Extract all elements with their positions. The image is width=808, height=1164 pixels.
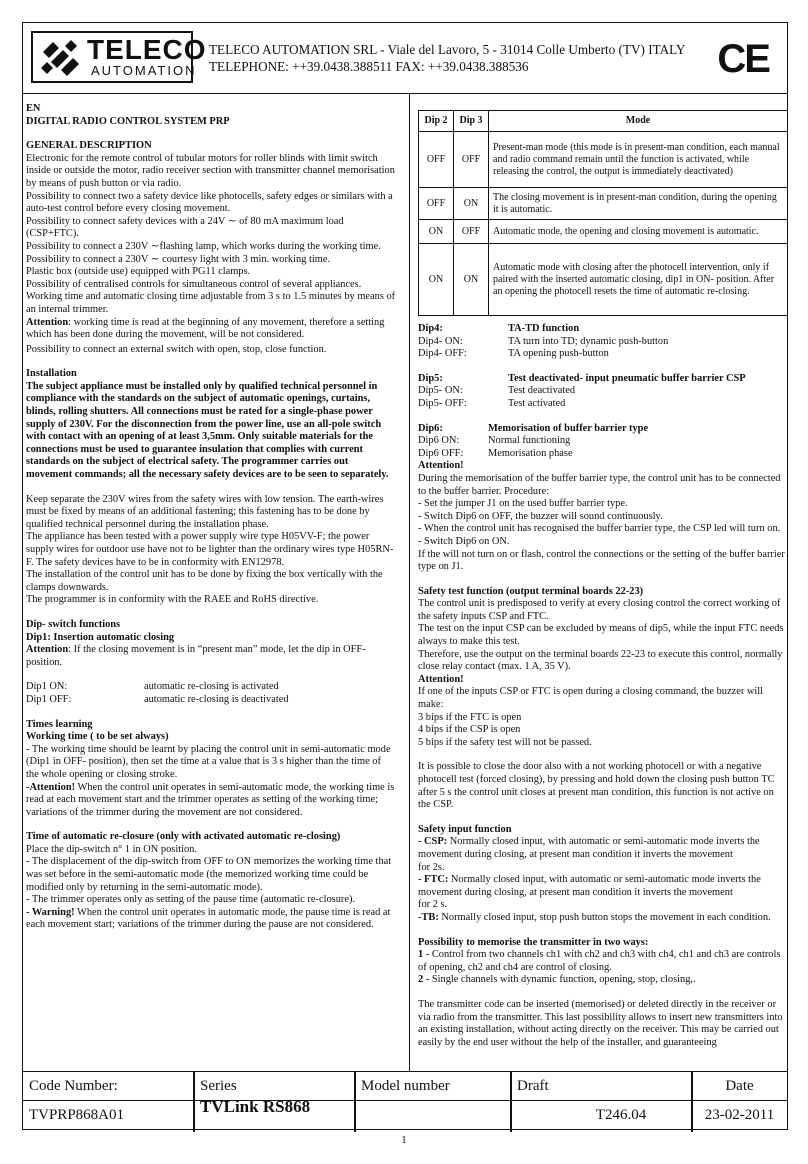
dip4-on-key: Dip4- ON: (418, 335, 463, 347)
dip4-title: TA-TD function (508, 323, 580, 334)
footer-separator (354, 1072, 356, 1132)
ftc-label: - FTC: (418, 874, 449, 886)
warning-label: - Warning! (26, 906, 75, 918)
reclosure-heading: Time of automatic re-closure (only with activated automatic re-closing) (26, 831, 341, 843)
memorise-2-label: 2 (418, 974, 424, 986)
working-attention-label: -Attention! (26, 781, 76, 793)
dip4-off-value: TA opening push-button (508, 348, 609, 360)
dip1-attention-label: Attention (26, 644, 69, 656)
dip5-title-row (418, 373, 788, 386)
company-address: TELECO AUTOMATION SRL - Viale del Lavoro, 5 - 31014 Colle Umberto (TV) ITALY (209, 42, 686, 57)
csp-item (418, 836, 788, 874)
dip6-title-row (418, 423, 788, 436)
dip5-on-key: Dip5- ON: (418, 385, 463, 397)
tb-text: Normally closed input, stop push button stops the movement in each condition. (438, 911, 771, 923)
ce-mark: CE (717, 37, 769, 81)
dip1-off-key: Dip1 OFF: (26, 693, 72, 705)
dip6-on-key: Dip6 ON: (418, 435, 460, 447)
warning-note (26, 907, 396, 932)
date-value: 23-02-2011 (704, 1107, 775, 1123)
table-header: Dip 3 (454, 111, 489, 132)
csp-label: - CSP: (418, 836, 448, 848)
code-number-value: TVPRP868A01 (29, 1107, 125, 1123)
column-divider (409, 93, 410, 1071)
page-frame (22, 22, 788, 1130)
reclosure-text: Place the dip-switch n° 1 in ON position. - The displacement of the dip-switch from OFF to ON memorizes the working time that was set before in the semi-automatic mode (the memorized working time could be modified only by returning in the semi-automatic mode). - The trimmer operates only as setting of the pause time (automatic re-closure). (26, 843, 392, 906)
dip6-procedure-text: During the memorisation of the buffer barrier type, the control unit has to be connected to the buffer barrier. Procedure: - Set the jumper J1 on the used buffer barrier type. - Switch Dip6 on OFF, the buzzer will sound continuously. - When the control unit has recognised the buffer barrier type, the CSP led will turn on. - Switch Dip6 on ON. If the will not turn on or flash, control the connections or the setting of the buffer barrier type on J1. (418, 472, 785, 573)
page-number: 1 (401, 1134, 407, 1146)
working-time-text: - The working time should be learnt by placing the control unit in semi-automatic mode (Dip1 in OFF- position), then set the time at a value that is 3 s higher than the time of the whole opening or closing stroke. (26, 743, 391, 780)
model-number-value (355, 1101, 510, 1129)
working-attention-text: When the control unit operates in semi-automatic mode, the working time is read at each movement start and the trimmer operates as setting of the working time; variations of the trimmer during the movement are not considered. (26, 781, 395, 818)
footer-separator (193, 1072, 195, 1132)
teleco-logo-mark-icon (39, 38, 83, 76)
dip1-off-row (26, 694, 396, 707)
table-cell: OFF (419, 132, 454, 188)
table-cell: Automatic mode, the opening and closing movement is automatic. (489, 220, 788, 244)
ftc-item (418, 874, 788, 912)
table-cell: OFF (454, 132, 489, 188)
dip5-off-value: Test activated (508, 397, 566, 409)
dip4-title-row (418, 323, 788, 336)
memorise-option-1 (418, 949, 788, 974)
dip5-off-key: Dip5- OFF: (418, 397, 467, 409)
dip4-on-value: TA turn into TD; dynamic push-button (508, 335, 669, 347)
date-label: Date (725, 1078, 754, 1094)
footer-table (23, 1071, 787, 1132)
working-time-attention (26, 782, 396, 820)
teleco-logo (31, 31, 207, 83)
attention-text: : working time is read at the beginning of any movement, therefore a setting which has been done during the movement, will be not considered. (26, 316, 385, 341)
table-cell: ON (419, 220, 454, 244)
memorise-1-text: - Control from two channels ch1 with ch2 and ch3 with ch4, ch1 and ch3 are controls of opening, ch2 and ch4 are control of closing. (418, 949, 781, 973)
dip6-off-row (418, 448, 788, 461)
dip1-on-key: Dip1 ON: (26, 681, 68, 693)
table-cell: ON (419, 244, 454, 316)
dip1-heading: Dip1: Insertion automatic closing (26, 631, 175, 643)
dip4-key: Dip4: (418, 323, 443, 334)
dip5-off-row (418, 398, 788, 411)
table-header: Mode (489, 111, 788, 132)
dip4-off-row (418, 348, 788, 361)
transmitter-text: The transmitter code can be inserted (memorised) or deleted directly in the receiver or via radio from the transmitter. This last possibility allows to insert new transmitters into an existing installation, without acting directly on the receiver. This may be carried out easily by the end user without the help of the installer, and guaranteeing (418, 998, 783, 1048)
series-label: Series (200, 1078, 237, 1094)
table-cell: ON (454, 244, 489, 316)
company-phone: TELEPHONE: ++39.0438.388511 FAX: ++39.0438.388536 (209, 59, 529, 74)
general-description-text: Electronic for the remote control of tubular motors for roller blinds with limit switch inside or outside the motor, radio receiver section with transmitter channel memorisation by means of push button or via radio. Possibility to connect two a safety device like photocells, safety edges or similars with a auto-test control before every closing movement. Possibility to connect safety devices with a 24V ∼ of 80 mA maximum load (CSP+FTC). Possibility to connect a 230V ∼flashing lamp, which works during the working time. Possibility to connect a 230V ∼ courtesy light with 3 min. working time. Plastic box (outside use) equipped with PG11 clamps. Possibility of centralised controls for simultaneous control of several appliances. Working time and automatic closing time adjustable from 3 s to 1.5 minutes by means of an internal trimmer. (26, 152, 396, 315)
model-number-label: Model number (361, 1078, 450, 1094)
draft-label: Draft (517, 1078, 549, 1094)
footer-label-row (23, 1072, 787, 1101)
dip4-off-key: Dip4- OFF: (418, 348, 467, 360)
table-row (419, 220, 788, 244)
dip1-attention-text: : If the closing movement is in “present man” mode, let the dip in OFF-position. (26, 644, 366, 668)
tb-item (418, 912, 788, 925)
installation-text: Keep separate the 230V wires from the safety wires with low tension. The earth-wires must be fixed by means of an additional fastening; this fastening has to be done by qualified technical personnel during the installation phase. The appliance has been tested with a power supply wire type H05VV-F; the power supply wires for outdoor use have not to be lighter than the ordinary wires type H05RN-F. The safety devices have to be in conformity with EN12978. The installation of the control unit has to be done by fixing the box vertically with the clamps downwards. The programmer is in conformity with the RAEE and RoHS directive. (26, 493, 394, 606)
dip1-on-value: automatic re-closing is activated (144, 681, 279, 693)
dip-switch-heading: Dip- switch functions (26, 618, 121, 630)
footer-separator (510, 1072, 512, 1132)
dip6-key: Dip6: (418, 422, 443, 434)
dip1-attention (26, 644, 396, 669)
table-cell: Automatic mode with closing after the photocell intervention, only if paired with the inserted automatic closing, dip1 in ON- position. After an opening the photocell resets the time of automatic re-closing. (489, 244, 788, 316)
code-number-label: Code Number: (29, 1078, 118, 1094)
table-cell: Present-man mode (this mode is in present-man condition, each manual and radio command remain until the function is activated, while releasing the control, the output is immediately deactivated) (489, 132, 788, 188)
table-header-row (419, 111, 788, 132)
draft-value: T246.04 (595, 1107, 647, 1123)
dip6-on-row (418, 435, 788, 448)
table-header: Dip 2 (419, 111, 454, 132)
right-column (418, 107, 788, 1049)
company-info (209, 41, 685, 75)
table-cell: OFF (454, 220, 489, 244)
memorise-heading: Possibility to memorise the transmitter in two ways: (418, 936, 649, 948)
csp-text: Normally closed input, with automatic or semi-automatic mode inverts the movement during closing, at present man condition it inverts the movement for 2s. (418, 836, 760, 873)
table-row (419, 132, 788, 188)
safety-test-heading: Safety test function (output terminal boards 22-23) (418, 585, 644, 597)
left-column (26, 103, 396, 932)
general-description-heading: GENERAL DESCRIPTION (26, 140, 152, 152)
attention-note (26, 317, 396, 342)
safety-attention-label: Attention! (418, 673, 464, 685)
safety-test-text: The control unit is predisposed to verify at every closing control the correct working of the safety inputs CSP and FTC. The test on the input CSP can be excluded by means of dip5, while the input FTC needs always to make this test. Therefore, use the output on the terminal boards 22-23 to execute this control, normally close relay contact (max. 1 A, 35 V). (418, 598, 784, 673)
forced-closing-text: It is possible to close the door also with a not working photocell or with a negative photocell test (forced closing), by pressing and hold down the closing push button TC after 5 s the control unit closes at present man condition, this function is not active on the CSP. (418, 761, 775, 811)
brand-subtitle: AUTOMATION (91, 63, 197, 78)
dip5-key: Dip5: (418, 372, 443, 384)
series-value: TVLink RS868 (200, 1097, 311, 1116)
table-cell: OFF (419, 188, 454, 220)
document-title: DIGITAL RADIO CONTROL SYSTEM PRP (26, 115, 230, 127)
language-code: EN (26, 103, 41, 114)
dip5-on-row (418, 385, 788, 398)
dip1-on-row (26, 681, 396, 694)
installation-heading: Installation (26, 368, 77, 380)
dip4-on-row (418, 336, 788, 349)
safety-input-heading: Safety input function (418, 823, 512, 835)
ftc-text: Normally closed input, with automatic or semi-automatic mode inverts the movement during closing, at present man condition it inverts the movement for 2 s. (418, 874, 761, 911)
tb-label: -TB: (418, 911, 439, 923)
brand-name: TELECO (87, 34, 207, 65)
memorise-2-text: - Single channels with dynamic function, opening, stop, closing,. (423, 974, 696, 986)
times-learning-heading: Times learning (26, 718, 93, 730)
memorise-option-2 (418, 974, 788, 987)
dip6-off-value: Memorisation phase (488, 447, 573, 459)
external-switch-text: Possibility to connect an external switch with open, stop, close function. (26, 343, 327, 355)
table-row (419, 244, 788, 316)
dip6-on-value: Normal functioning (488, 435, 571, 447)
table-row (419, 188, 788, 220)
dip1-off-value: automatic re-closing is deactivated (144, 693, 289, 705)
working-time-heading: Working time ( to be set always) (26, 731, 169, 743)
header (23, 23, 787, 94)
dip6-title: Memorisation of buffer barrier type (488, 422, 649, 434)
installation-warning: The subject appliance must be installed only by qualified technical personnel in compliance with the standards on the subject of automatic openings, curtains, blinds, rolling shutters. All connections must be rated for a single-phase power supply of 230V. For the disconnection from the power line, use an all-pole switch with contact with an opening of at least 3,5mm. Only suitable materials for the connections must be used to guarantee insulation that complies with current standards on the subject of electrical safety. The programmer carries out movement commands; all the necessary safety devices are to be seen to separately. (26, 380, 389, 481)
footer-value-row (23, 1097, 787, 1129)
footer-separator (691, 1072, 693, 1132)
safety-attention-text: If one of the inputs CSP or FTC is open during a closing command, the buzzer will make: 3 bips if the FTC is open 4 bips if the CSP is open 5 bips if the safety test will not be passed. (418, 686, 764, 748)
dip5-title: Test deactivated- input pneumatic buffer barrier CSP (508, 372, 746, 384)
attention-label: Attention (26, 316, 69, 328)
dip6-off-key: Dip6 OFF: (418, 447, 464, 459)
warning-text: When the control unit operates in automatic mode, the pause time is read at each movement start; variations of the trimmer during the pause are not considered. (26, 906, 391, 931)
dip5-on-value: Test deactivated (508, 385, 576, 397)
table-cell: ON (454, 188, 489, 220)
table-cell: The closing movement is in present-man condition, during the opening it is automatic. (489, 188, 788, 220)
memorise-1-label: 1 (418, 949, 424, 961)
dip-mode-table (418, 110, 788, 316)
dip6-attention-label: Attention! (418, 460, 464, 472)
